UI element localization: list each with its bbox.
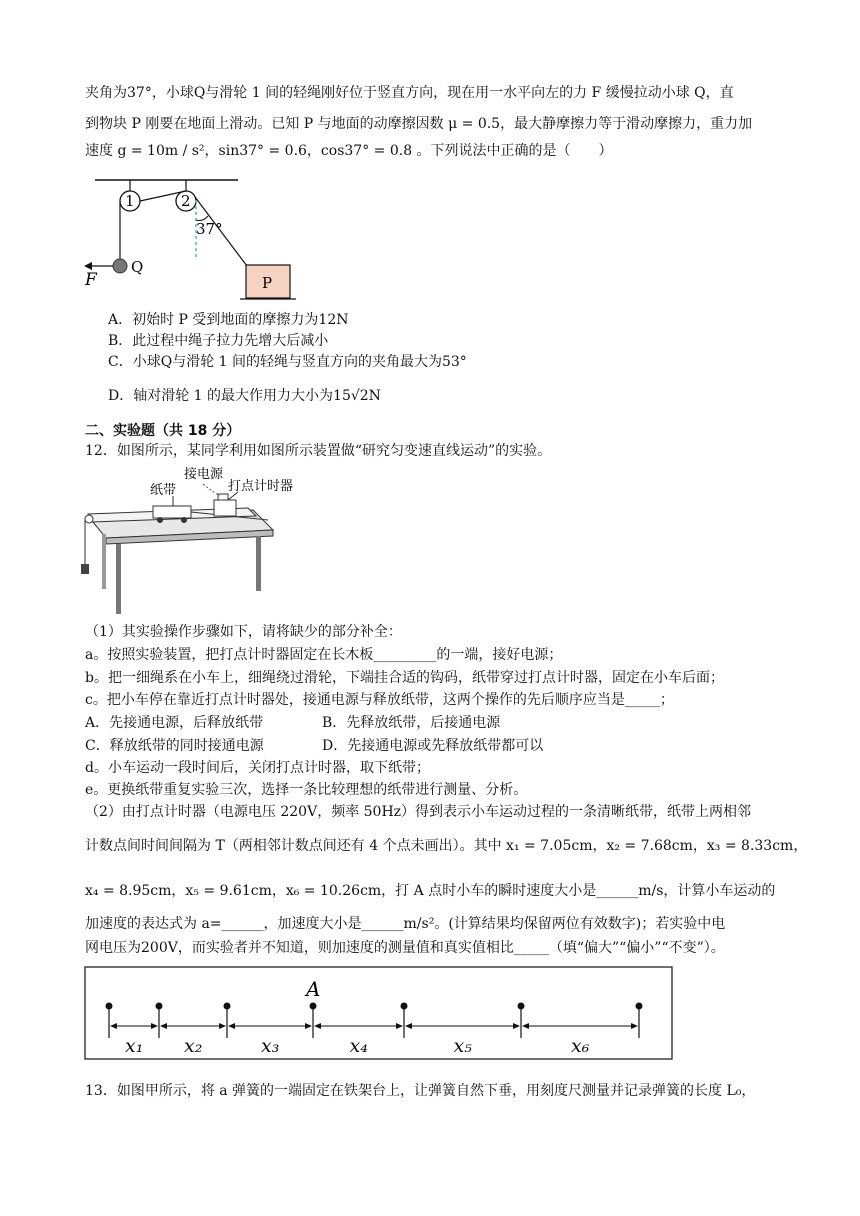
step-c-option-a: A．先接通电源，后释放纸带 (85, 715, 264, 731)
cart (153, 506, 191, 518)
pulley-diagram (80, 170, 300, 305)
problem13-line1: 13．如图甲所示，将 a 弹簧的一端固定在铁架台上，让弹簧自然下垂，用刻度尺测量并记录弹簧的长度 L₀， (85, 1083, 756, 1099)
problem12-part2-line3: x₄ = 8.95cm，x₅ = 9.61cm，x₆ = 10.26cm，打 A 点时小车的瞬时速度大小是______m/s，计算小车运动的 (85, 883, 776, 899)
step-a: a。按照实验装置，把打点计时器固定在长木板_________的一端，接好电源； (85, 647, 563, 663)
step-c-option-c: C．释放纸带的同时接通电源 (85, 738, 264, 754)
problem12-intro: 12．如图所示，某同学利用如图所示装置做“研究匀变速直线运动”的实验。 (85, 443, 552, 459)
problem11-option-c: C．小球Q与滑轮 1 间的轻绳与竖直方向的夹角最大为53° (108, 354, 467, 370)
step-c-option-b: B．先释放纸带，后接通电源 (322, 715, 501, 731)
paper-tape-figure (84, 966, 674, 1061)
problem12-part2-line2: 计数点间时间间隔为 T（两相邻计数点间还有 4 个点未画出）。其中 x₁ = 7.05cm，x₂ = 7.68cm，x₃ = 8.33cm， (85, 838, 808, 854)
pulley-1-label: 1 (125, 192, 135, 210)
problem11-option-b: B．此过程中绳子拉力先增大后减小 (108, 333, 329, 349)
problem11-option-d: D．轴对滑轮 1 的最大作用力大小为15√2N (108, 388, 381, 404)
pulley-2-label: 2 (181, 192, 191, 210)
step-c-option-d: D．先接通电源或先释放纸带都可以 (322, 738, 544, 754)
section-heading: 二、实验题（共 18 分） (85, 423, 241, 439)
segment-label: x₆ (571, 1035, 590, 1057)
problem11-line1: 夹角为37°，小球Q与滑轮 1 间的轻绳刚好位于竖直方向，现在用一水平向左的力 F 缓慢拉动小球 Q，直 (85, 85, 734, 101)
problem11-option-a: A．初始时 P 受到地面的摩擦力为12N (108, 312, 349, 328)
segment-label: x₃ (261, 1035, 280, 1057)
problem11-line2: 到物块 P 刚要在地面上滑动。已知 P 与地面的动摩擦因数 μ = 0.5，最大静摩擦力等于滑动摩擦力，重力加 (85, 116, 753, 132)
tape-label: 纸带 (150, 483, 177, 498)
step-d: d。小车运动一段时间后，关闭打点计时器，取下纸带； (85, 760, 430, 776)
apparatus-figure (78, 464, 294, 619)
power-label: 接电源 (184, 467, 224, 482)
point-A-label: A (306, 977, 321, 1001)
segment-label: x₄ (349, 1035, 368, 1057)
step-b: b。把一细绳系在小车上，细绳绕过滑轮，下端挂合适的钩码，纸带穿过打点计时器，固定在小车后面； (85, 670, 724, 686)
step-c: c。把小车停在靠近打点计时器处，接通电源与释放纸带，这两个操作的先后顺序应当是_____； (85, 692, 674, 708)
problem11-line3: 速度 g = 10m / s²，sin37° = 0.6，cos37° = 0.8 。下列说法中正确的是（ ） (85, 143, 613, 159)
timer (214, 500, 236, 516)
block-P-label: P (262, 274, 273, 292)
angle-label: 37° (196, 220, 223, 238)
ball-Q-label: Q (131, 258, 144, 276)
segment-label: x₁ (125, 1035, 144, 1057)
step-e: e。更换纸带重复实验三次，选择一条比较理想的纸带进行测量、分析。 (85, 782, 528, 798)
problem12-part2-line4: 加速度的表达式为 a=______，加速度大小是______m/s²。(计算结果均保留两位有效数字)；若实验中电 (85, 916, 726, 932)
problem12-part1: （1）其实验操作步骤如下，请将缺少的部分补全： (85, 624, 402, 640)
segment-label: x₅ (453, 1035, 472, 1057)
segment-label: x₂ (184, 1035, 203, 1057)
ball-Q (113, 259, 127, 273)
problem12-part2-line5: 网电压为200V，而实验者并不知道，则加速度的测量值和真实值相比_____（填“偏大”“偏小”“不变”）。 (85, 940, 725, 956)
force-F-label: F (85, 270, 97, 290)
problem12-part2-line1: （2）由打点计时器（电源电压 220V，频率 50Hz）得到表示小车运动过程的一条清晰纸带，纸带上两相邻 (85, 804, 752, 820)
timer-label: 打点计时器 (228, 479, 294, 494)
